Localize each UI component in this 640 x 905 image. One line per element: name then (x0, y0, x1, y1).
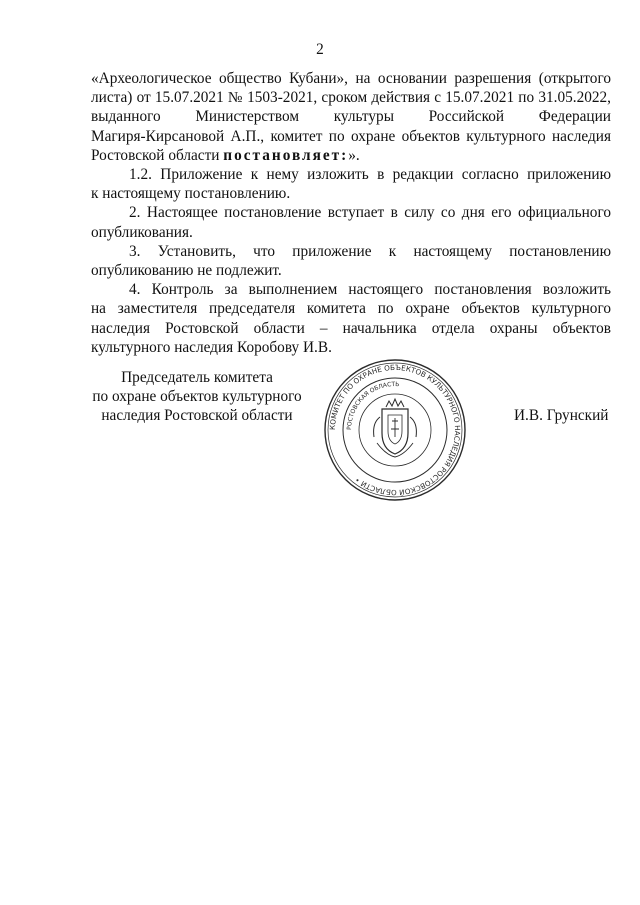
seal-lettering: КОМИТЕТ ПО ОХРАНЕ ОБЪЕКТОВ КУЛЬТУРНОГО НАСЛЕДИЯ РОСТОВСКОЙ ОБЛАСТИ • (327, 362, 463, 498)
paragraph-line: наследия Ростовской области – начальника отдела охраны объектов (91, 319, 611, 337)
document-body (91, 69, 611, 357)
paragraph-line: «Археологическое общество Кубани», на основании разрешения (открытого (91, 70, 611, 87)
paragraph-text: ». (348, 146, 360, 164)
paragraph-line: 1.2. Приложение к нему изложить в редакции согласно приложению (129, 166, 611, 184)
signatory-position-line: наследия Ростовской области (101, 407, 293, 425)
official-seal-stamp (322, 357, 468, 503)
signatory-position-line: Председатель комитета (121, 369, 273, 386)
paragraph-line: 4. Контроль за выполнением настоящего постановления возложить (129, 281, 611, 299)
paragraph-line: выданного Министерством культуры Российской Федерации (91, 108, 611, 126)
paragraph-line: Магиря-Кирсановой А.П., комитет по охране объектов культурного наследия (91, 127, 611, 145)
paragraph-line: культурного наследия Коробову И.В. (91, 338, 332, 356)
signatory-name: И.В. Грунский (514, 407, 609, 424)
paragraph-line: на заместителя председателя комитета по охране объектов культурного (91, 300, 611, 318)
paragraph-line: 2. Настоящее постановление вступает в силу со дня его официального (129, 204, 611, 222)
paragraph-line: опубликования. (91, 223, 193, 241)
seal-lettering: РОСТОВСКАЯ ОБЛАСТЬ (345, 380, 400, 431)
resolution-keyword: постановляет: (223, 146, 349, 164)
paragraph-line: к настоящему постановлению. (91, 185, 291, 203)
paragraph-line: опубликованию не подлежит. (91, 262, 282, 280)
paragraph-final-line (91, 146, 611, 165)
page-number: 2 (316, 41, 324, 58)
signatory-position (84, 368, 310, 426)
signatory-position-line: по охране объектов культурного (92, 388, 302, 406)
paragraph-line: 3. Установить, что приложение к настоящему постановлению (129, 242, 611, 260)
paragraph-text: Ростовской области (91, 146, 224, 164)
paragraph-line: листа) от 15.07.2021 № 1503-2021, сроком действия с 15.07.2021 по 31.05.2022, (91, 89, 611, 107)
